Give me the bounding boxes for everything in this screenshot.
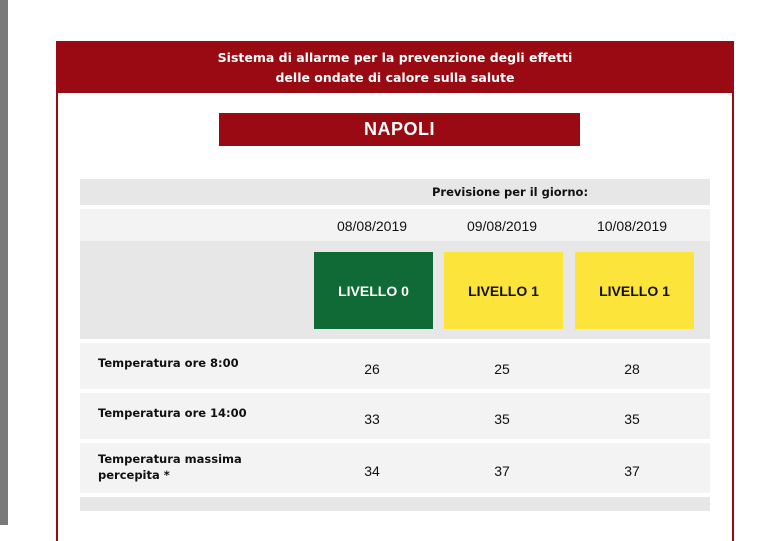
temp-8-day-3: 28 bbox=[624, 361, 640, 377]
forecast-title: Previsione per il giorno: bbox=[80, 179, 710, 205]
table-row-temp-8 bbox=[80, 343, 710, 389]
temp-14-day-2: 35 bbox=[494, 411, 510, 427]
perceived-max-day-1: 34 bbox=[364, 463, 380, 479]
row-label: Temperatura ore 8:00 bbox=[98, 356, 239, 370]
row-label-line-1: Temperatura massima bbox=[98, 452, 242, 466]
date-day-3: 10/08/2019 bbox=[596, 218, 668, 234]
header-line-2: delle ondate di calore sulla salute bbox=[275, 70, 515, 85]
temp-14-day-3: 35 bbox=[624, 411, 640, 427]
row-label-line-2: percepita * bbox=[98, 468, 170, 482]
perceived-max-day-2: 37 bbox=[494, 463, 510, 479]
row-label bbox=[98, 451, 242, 483]
level-badge-day-3: LIVELLO 1 bbox=[575, 252, 694, 329]
level-badge-day-1: LIVELLO 0 bbox=[314, 252, 433, 329]
table-footer-band bbox=[80, 497, 710, 511]
temp-8-day-2: 25 bbox=[494, 361, 510, 377]
system-header bbox=[58, 43, 732, 93]
perceived-max-day-3: 37 bbox=[624, 463, 640, 479]
heat-alert-card bbox=[56, 41, 734, 541]
row-label: Temperatura ore 14:00 bbox=[98, 406, 247, 420]
city-title: NAPOLI bbox=[219, 113, 580, 146]
header-line-1: Sistema di allarme per la prevenzione degli effetti bbox=[217, 50, 573, 65]
table-row-temp-14 bbox=[80, 393, 710, 439]
date-day-2: 09/08/2019 bbox=[466, 218, 538, 234]
table-row-perceived-max bbox=[80, 443, 710, 493]
forecast-table bbox=[80, 179, 710, 511]
temp-14-day-1: 33 bbox=[364, 411, 380, 427]
level-badge-day-2: LIVELLO 1 bbox=[444, 252, 563, 329]
window-edge bbox=[0, 0, 8, 525]
temp-8-day-1: 26 bbox=[364, 361, 380, 377]
levels-row bbox=[80, 241, 710, 339]
date-day-1: 08/08/2019 bbox=[336, 218, 408, 234]
dates-row bbox=[80, 209, 710, 241]
